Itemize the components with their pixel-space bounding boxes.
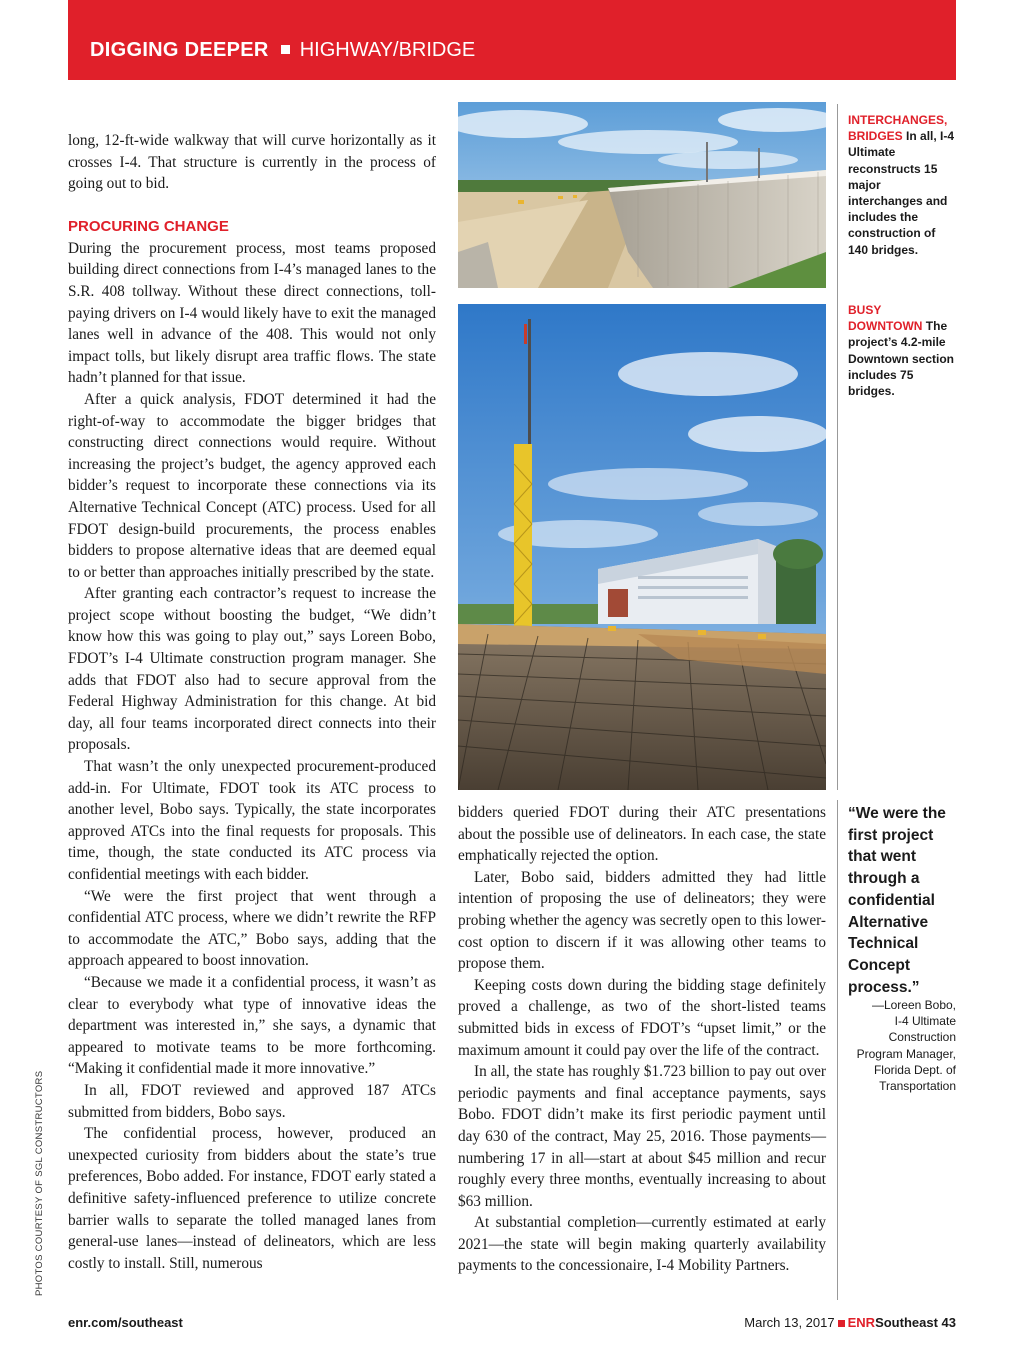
article-column-left <box>68 130 436 1274</box>
footer-date: March 13, 2017 <box>744 1315 835 1330</box>
paragraph: After a quick analysis, FDOT determined it had the right-of-way to accommodate the bigger bridges that constructing direct connections would require. Without increasing the project’s budget, the agency approved each bidder’s request to incorporate these connections via its Alternative Technical Concept (ATC) process. Used for all FDOT design-build procurements, the process enables bidders to propose alternative ideas that are deemed equal to or better than approaches initially prescribed by the state. <box>68 390 436 581</box>
attribution-title: I-4 Ultimate Construction Program Manager, <box>856 1014 956 1061</box>
pull-quote: “We were the first project that went through a confidential Alternative Technical Concept process.” <box>848 805 946 996</box>
subsection-title: HIGHWAY/BRIDGE <box>299 39 476 61</box>
article-column-right <box>458 802 826 1277</box>
paragraph: “We were the first project that went through a confidential ATC process, where we didn’t rewrite the RFP to accommodate the ATC,” Bobo says, adding that the approach appeared to boost innovation. <box>68 887 436 970</box>
attribution-name: —Loreen Bobo, <box>871 998 956 1012</box>
photo-interchange-construction <box>458 102 826 288</box>
footer-edition: Southeast <box>875 1315 938 1330</box>
attribution-org: Florida Dept. of Transportation <box>873 1062 956 1094</box>
caption-divider-top <box>837 104 838 790</box>
photo-credit: PHOTOS COURTESY OF SGL CONSTRUCTORS <box>34 1070 45 1296</box>
page-number: 43 <box>941 1315 956 1330</box>
paragraph: In all, FDOT reviewed and approved 187 ATCs submitted from bidders, Bobo says. <box>68 1081 436 1121</box>
caption-divider-bottom <box>837 800 838 1300</box>
paragraph: long, 12-ft-wide walkway that will curve horizontally as it crosses I-4. That structure is currently in the process of going out to bid. <box>68 132 436 193</box>
paragraph: “Because we made it a confidential process, it wasn’t as clear to everybody what type of innovative ideas the department was interested in,” she says, a dynamic that appeared to motivate teams to be more forthcoming. “Making it confidential made it more innovative.” <box>68 973 436 1078</box>
paragraph: bidders queried FDOT during their ATC presentations about the possible use of delineators. In each case, the state emphatically rejected the option. <box>458 804 826 865</box>
subhead-procuring-change: PROCURING CHANGE <box>68 217 229 235</box>
caption-body: In all, I-4 Ultimate reconstructs 15 major interchanges and includes the construction of 140 bridges. <box>848 129 955 257</box>
square-bullet-icon <box>838 1320 845 1327</box>
footer-brand: ENR <box>847 1315 876 1330</box>
square-bullet-icon <box>281 45 290 54</box>
footer-url: enr.com/southeast <box>68 1315 183 1330</box>
paragraph: During the procurement process, most teams proposed building direct connections from I-4’s managed lanes to the S.R. 408 tollway. Without these direct connections, toll-paying drivers on I-4 would likely have to exit the managed lanes well in advance of the 408. This would not only impact tolls, but likely disrupt area traffic flows. The state hadn’t planned for that issue. <box>68 239 436 387</box>
paragraph: Keeping costs down during the bidding stage definitely proved a challenge, as two of the short-listed teams submitted bids in excess of FDOT’s “upset limit,” or the maximum amount it could pay over the life of the contract. <box>458 976 826 1059</box>
caption-lead: BUSY DOWNTOWN <box>848 303 923 334</box>
caption-interchanges <box>848 112 956 258</box>
footer-folio <box>744 1315 956 1330</box>
caption-lead: INTERCHANGES, BRIDGES <box>848 113 948 144</box>
caption-body: The project’s 4.2-mile Downtown section includes 75 bridges. <box>848 319 954 399</box>
paragraph: That wasn’t the only unexpected procurement-produced add-in. For Ultimate, FDOT took its ATC process to another level, Bobo says. Typically, the state incorporates approved ATCs into the final requests for proposals. This time, though, the state conducted its ATC process via confidential meetings with each bidder. <box>68 758 436 883</box>
paragraph: The confidential process, however, produced an unexpected curiosity from bidders about the state’s true preferences, Bobo added. For instance, FDOT early stated a definitive safety-influenced preference to utilize concrete barrier walls to separate the tolled managed lanes from general-use lanes—instead of delineators, which are less costly to install. Still, numerous <box>68 1125 436 1272</box>
section-banner <box>68 0 956 80</box>
banner-text <box>90 39 475 62</box>
paragraph: After granting each contractor’s request to increase the project scope without boosting the budget, “We didn’t know how this was going to play out,” says Loreen Bobo, FDOT’s I-4 Ultimate construction program manager. She adds that FDOT also had to secure approval from the Federal Highway Administration for this change. At bid day, all four teams incorporated direct connects into their proposals. <box>68 585 436 754</box>
caption-downtown <box>848 302 956 399</box>
section-title: DIGGING DEEPER <box>90 39 269 61</box>
pull-quote-attribution <box>840 997 956 1094</box>
paragraph: Later, Bobo said, bidders admitted they had little intention of proposing the use of delineators; they were probing whether the agency was secretly open to this lower-cost option to discern if it was allowing other teams to propose them. <box>458 868 826 973</box>
photo-downtown-crane <box>458 304 826 790</box>
paragraph: At substantial completion—currently estimated at early 2021—the state will begin making quarterly availability payments to the concessionaire, I-4 Mobility Partners. <box>458 1214 826 1275</box>
paragraph: In all, the state has roughly $1.723 billion to pay out over periodic payments and final acceptance payments, says Bobo. FDOT didn’t make its first periodic payment until day 630 of the contract, May 25, 2016. Those payments—numbering 17 in all—start at about $45 million and recur roughly every three months, eventually increasing to about $63 million. <box>458 1063 826 1210</box>
